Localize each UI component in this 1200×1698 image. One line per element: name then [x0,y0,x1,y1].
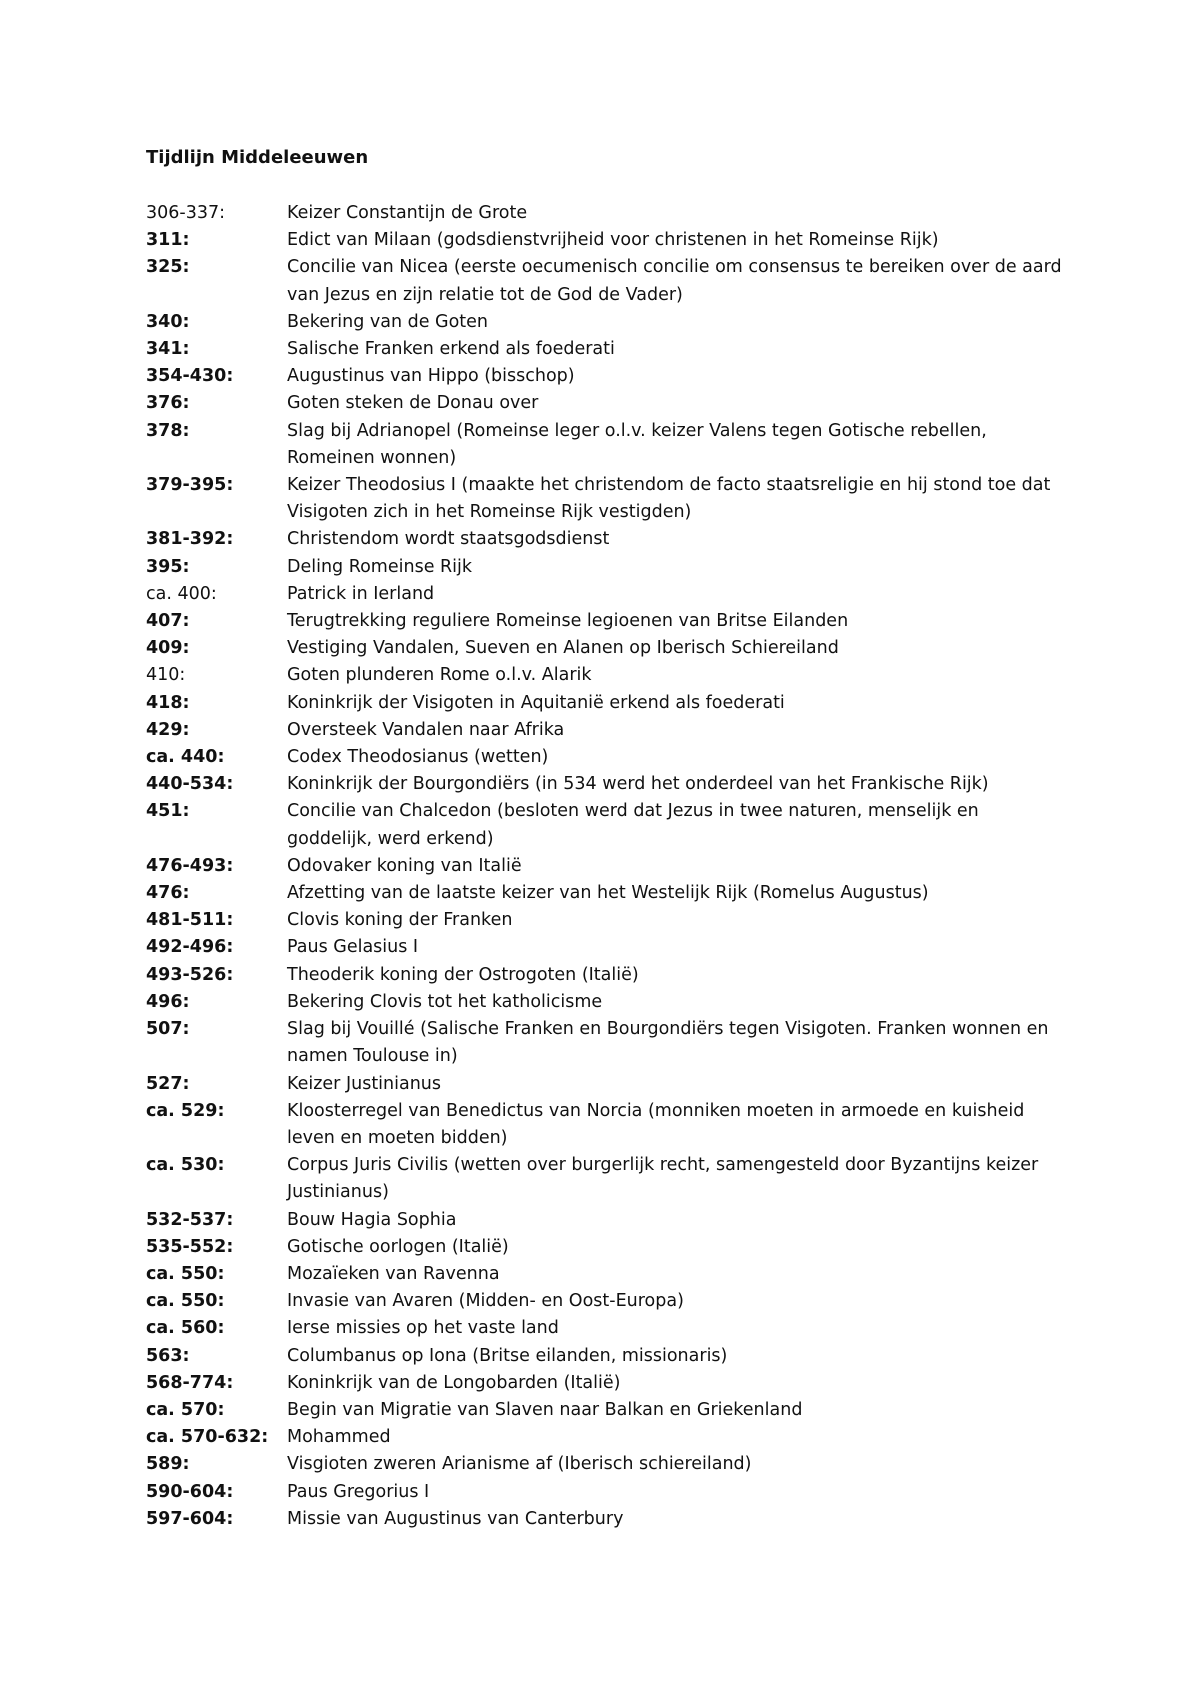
entry-description: Missie van Augustinus van Canterbury [287,1508,624,1529]
entry-description: Concilie van Nicea (eerste oecumenisch concilie om consensus te bereiken over de aard van Jezus en zijn relatie tot de God de Vader) [287,257,1062,305]
timeline-entry [146,798,1066,852]
entry-date: 340: [146,311,190,332]
timeline-entry [146,1424,1066,1451]
entry-date: 440-534: [146,774,234,795]
entry-date: 395: [146,556,190,577]
entry-date: 407: [146,611,190,632]
entry-date: ca. 530: [146,1155,225,1176]
entry-description: Christendom wordt staatsgodsdienst [287,529,610,550]
entry-date: 378: [146,420,190,441]
timeline-entry [146,1315,1066,1342]
entry-date: 429: [146,719,190,740]
entry-date: 341: [146,339,190,360]
entry-date: 476: [146,883,190,904]
timeline-entry [146,744,1066,771]
entry-description: Keizer Theodosius I (maakte het christendom de facto staatsreligie en hij stond toe dat Visigoten zich in het Romeinse Rijk vestigden) [287,475,1051,523]
entry-date: 563: [146,1345,190,1366]
timeline-entry [146,390,1066,417]
timeline-entry [146,635,1066,662]
entry-description: Patrick in Ierland [287,583,435,604]
timeline-entry [146,1098,1066,1152]
entry-date: ca. 400: [146,583,217,604]
entry-date: 568-774: [146,1372,234,1393]
timeline-entry [146,200,1066,227]
entry-description: Begin van Migratie van Slaven naar Balkan en Griekenland [287,1399,803,1420]
timeline-entry [146,526,1066,553]
entry-date: ca. 440: [146,747,225,768]
entry-date: 535-552: [146,1236,234,1257]
entry-date: 476-493: [146,855,234,876]
timeline-entry [146,1071,1066,1098]
entry-description: Salische Franken erkend als foederati [287,339,615,360]
entry-description: Edict van Milaan (godsdienstvrijheid voor christenen in het Romeinse Rijk) [287,230,939,251]
entry-description: Koninkrijk der Visigoten in Aquitanië erkend als foederati [287,692,785,713]
entry-description: Ierse missies op het vaste land [287,1318,559,1339]
entry-description: Slag bij Adrianopel (Romeinse leger o.l.v. keizer Valens tegen Gotische rebellen, Romeinen wonnen) [287,420,987,468]
entry-date: 354-430: [146,366,234,387]
entry-description: Paus Gelasius I [287,937,419,958]
timeline-entry [146,418,1066,472]
entry-date: 507: [146,1019,190,1040]
timeline-entry [146,934,1066,961]
timeline-entry [146,554,1066,581]
entry-description: Codex Theodosianus (wetten) [287,747,549,768]
entry-description: Paus Gregorius I [287,1481,430,1502]
entry-date: ca. 529: [146,1100,225,1121]
timeline-entry [146,1261,1066,1288]
timeline-entry [146,363,1066,390]
entry-date: 379-395: [146,475,234,496]
entry-description: Vestiging Vandalen, Sueven en Alanen op Iberisch Schiereiland [287,638,839,659]
entry-date: 496: [146,991,190,1012]
timeline-entry [146,690,1066,717]
entry-date: 597-604: [146,1508,234,1529]
timeline-entry [146,1152,1066,1206]
entry-date: 306-337: [146,203,226,223]
timeline-entry [146,608,1066,635]
timeline-entry [146,1479,1066,1506]
timeline-entry [146,1234,1066,1261]
timeline-entry [146,880,1066,907]
entry-description: Keizer Constantijn de Grote [287,203,528,223]
entry-date: 410: [146,665,186,686]
entry-description: Corpus Juris Civilis (wetten over burgerlijk recht, samengesteld door Byzantijns keizer Justinianus) [287,1155,1039,1203]
entry-description: Keizer Justinianus [287,1073,442,1094]
timeline-entry [146,1016,1066,1070]
timeline-entry [146,1207,1066,1234]
entry-description: Columbanus op Iona (Britse eilanden, missionaris) [287,1345,728,1366]
entry-description: Clovis koning der Franken [287,910,513,931]
entry-description: Gotische oorlogen (Italië) [287,1236,509,1257]
entry-description: Koninkrijk van de Longobarden (Italië) [287,1372,621,1393]
entry-description: Bouw Hagia Sophia [287,1209,457,1230]
entry-description: Bekering Clovis tot het katholicisme [287,991,603,1012]
entry-description: Mohammed [287,1427,391,1448]
entry-date: 589: [146,1454,190,1475]
entry-date: 493-526: [146,964,234,985]
entry-description: Odovaker koning van Italië [287,855,522,876]
timeline-entry [146,1343,1066,1370]
entry-date: ca. 570-632: [146,1427,269,1448]
timeline-entry [146,1288,1066,1315]
timeline-entry [146,907,1066,934]
entry-description: Slag bij Vouillé (Salische Franken en Bourgondiërs tegen Visigoten. Franken wonnen en namen Toulouse in) [287,1019,1049,1067]
entry-date: 451: [146,801,190,822]
timeline-entry [146,1397,1066,1424]
timeline-entry [146,962,1066,989]
entry-description: Mozaïeken van Ravenna [287,1263,500,1284]
timeline-entry [146,989,1066,1016]
timeline-entry [146,336,1066,363]
entry-date: 481-511: [146,910,234,931]
timeline-entry [146,1506,1066,1533]
timeline-entry [146,1370,1066,1397]
timeline-entry [146,853,1066,880]
entry-date: ca. 570: [146,1399,225,1420]
timeline-entry [146,309,1066,336]
timeline-entry [146,254,1066,308]
entry-description: Concilie van Chalcedon (besloten werd dat Jezus in twee naturen, menselijk en goddelijk, werd erkend) [287,801,979,849]
timeline-entry [146,472,1066,526]
entry-description: Augustinus van Hippo (bisschop) [287,366,575,387]
entry-date: 376: [146,393,190,414]
entry-description: Terugtrekking reguliere Romeinse legioenen van Britse Eilanden [287,611,849,632]
timeline-entry [146,662,1066,689]
timeline-entry [146,581,1066,608]
entry-date: 381-392: [146,529,234,550]
timeline-entry [146,1451,1066,1478]
timeline-list [146,200,1066,1533]
entry-description: Visgioten zweren Arianisme af (Iberisch schiereiland) [287,1454,752,1475]
entry-date: 492-496: [146,937,234,958]
entry-description: Deling Romeinse Rijk [287,556,473,577]
entry-date: 409: [146,638,190,659]
entry-date: 325: [146,257,190,278]
entry-description: Kloosterregel van Benedictus van Norcia (monniken moeten in armoede en kuisheid leven en moeten bidden) [287,1100,1025,1148]
entry-date: ca. 550: [146,1291,225,1312]
entry-date: 527: [146,1073,190,1094]
entry-description: Goten plunderen Rome o.l.v. Alarik [287,665,592,686]
timeline-entry [146,717,1066,744]
entry-description: Invasie van Avaren (Midden- en Oost-Europa) [287,1291,684,1312]
timeline-entry [146,227,1066,254]
entry-description: Bekering van de Goten [287,311,489,332]
entry-description: Afzetting van de laatste keizer van het Westelijk Rijk (Romelus Augustus) [287,883,929,904]
entry-description: Goten steken de Donau over [287,393,539,414]
timeline-entry [146,771,1066,798]
entry-date: 418: [146,692,190,713]
entry-date: 532-537: [146,1209,234,1230]
entry-description: Theoderik koning der Ostrogoten (Italië) [287,964,639,985]
entry-date: 590-604: [146,1481,234,1502]
document-title: Tijdlijn Middeleeuwen [146,147,369,168]
entry-date: ca. 550: [146,1263,225,1284]
entry-description: Koninkrijk der Bourgondiërs (in 534 werd het onderdeel van het Frankische Rijk) [287,774,989,795]
entry-date: 311: [146,230,190,251]
entry-date: ca. 560: [146,1318,225,1339]
entry-description: Oversteek Vandalen naar Afrika [287,719,565,740]
